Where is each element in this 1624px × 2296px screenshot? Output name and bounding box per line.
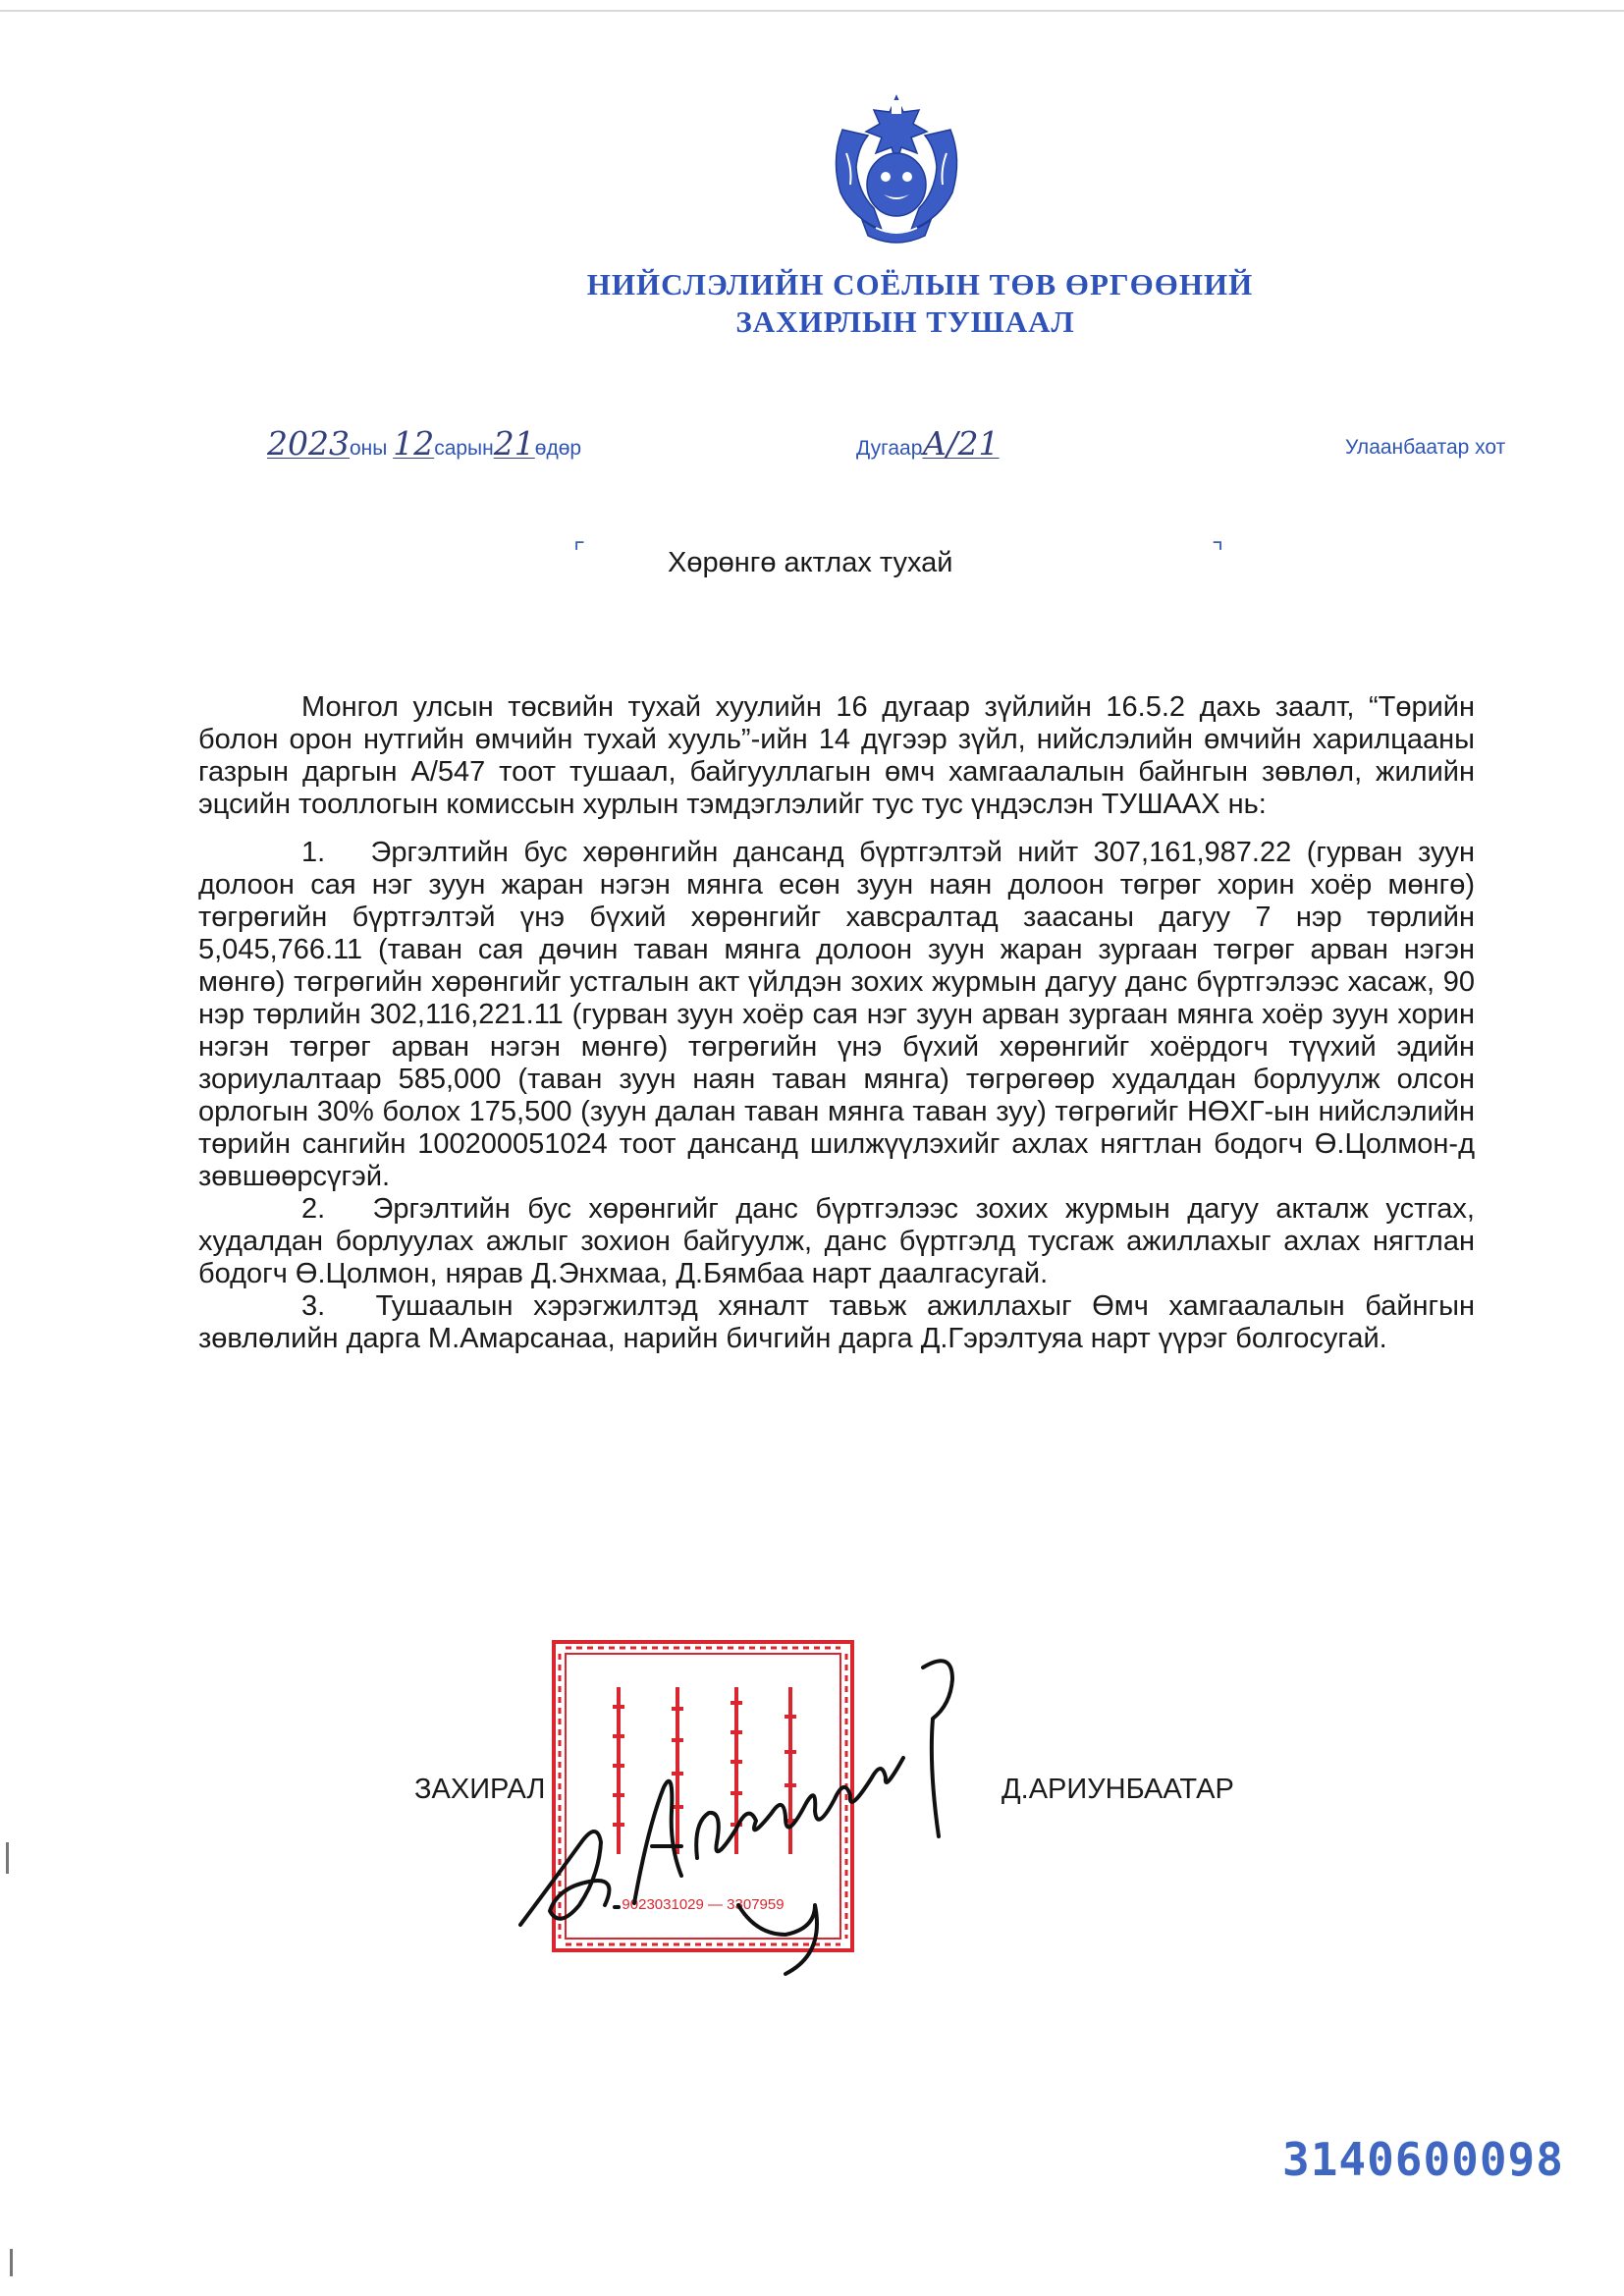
intro-paragraph: Монгол улсын төсвийн тухай хуулийн 16 дугаар зүйлийн 16.5.2 дахь заалт, “Төрийн болон орон нутгийн өмчийн тухай хууль”-ийн 14 дүгээр зүйл, нийслэлийн өмчийн харилцааны газрын даргын А/547 тоот тушаал, байгууллагын өмч хамгаалалын байнгын зөвлөл, жилийн эцсийн тооллогын комиссын хурлын тэмдэглэлийг тус тус үндэслэн ТУШААХ нь: [198,691,1475,820]
list-item [198,1290,1475,1355]
order-number-field [856,424,1000,463]
year-suffix: оны [349,437,388,460]
title-corner-left-icon: ⌜ [573,538,586,568]
day-handwritten: 21 [493,424,535,463]
signer-name: Д.АРИУНБААТАР [1001,1774,1234,1805]
number-handwritten: А/21 [922,424,1000,463]
title-corner-right-icon: ⌝ [1212,538,1224,568]
registration-number: 3140600098 [1282,2133,1564,2186]
scan-speck [10,2249,13,2276]
handwritten-signature [491,1611,1001,1994]
year-handwritten: 2023 [267,424,350,463]
date-field [267,424,581,463]
item-text: Эргэлтийн бус хөрөнгийн дансанд бүртгэлтэй нийт 307,161,987.22 (гурван зуун долоон сая нэг зуун жаран нэгэн мянга есөн зуун наян долоон төгрөг хорин хоёр мөнгө) төгрөгийн бүртгэлтэй үнэ бүхий хөрөнгийг хавсралтад заасаны дагуу 7 нэр төрлийн 5,045,766.11 (таван сая дөчин таван мянга долоон зуун жаран зургаан төгрөг арван нэгэн мөнгө) төгрөгийн хөрөнгийг устгалын акт үйлдэн зохих журмын дагуу данс бүртгэлээс хасаж, 90 нэр төрлийн 302,116,221.11 (гурван зуун хоёр сая нэг зуун арван зургаан мянга хоёр зуун хорин нэгэн төгрөг арван нэгэн мөнгө) төгрөгийн үнэ бүхий хөрөнгийг хоёрдогч түүхий эдийн зориулалтаар 585,000 (таван зуун наян таван мянга) төгрөгөөр худалдан борлуулж олсон орлогын 30% болох 175,500 (зуун далан таван мянга таван зуу) төгрөгийг НӨХГ-ын нийслэлийн төрийн сангийн 100200051024 тоот дансанд шилжүүлэхийг ахлах нягтлан бодогч Ө.Цолмон-д зөвшөөрсүгэй. [198,837,1475,1192]
document-title: Хөрөнгө актлах тухай [668,547,953,578]
month-suffix: сарын [434,437,494,460]
org-title-line2: ЗАХИРЛЫН ТУШААЛ [735,304,1075,339]
top-rule [0,10,1624,12]
list-item [198,837,1475,1193]
item-text: Тушаалын хэрэгжилтэд хяналт тавьж ажиллахыг Өмч хамгаалалын байнгын зөвлөлийн дарга М.Амарсанаа, нарийн бичгийн дарга Д.Гэрэлтуяа нарт үүрэг болгосугай. [198,1290,1475,1354]
state-emblem-icon [823,90,970,247]
month-handwritten: 12 [393,424,435,463]
scan-speck [6,1842,9,1874]
day-suffix: өдөр [534,437,582,460]
item-number: 1. [301,837,326,868]
city-label: Улаанбаатар хот [1345,436,1506,459]
org-title-line1: НИЙСЛЭЛИЙН СОЁЛЫН ТӨВ ӨРГӨӨНИЙ [586,267,1254,301]
document-body [198,691,1475,1355]
item-number: 2. [301,1193,326,1225]
item-number: 3. [301,1290,326,1322]
stamp-number: 9023031029 — 3307959 [622,1896,785,1913]
item-text: Эргэлтийн бус хөрөнгийг данс бүртгэлээс зохих журмын дагуу акталж устгах, худалдан борлуулах ажлыг зохион байгуулж, данс бүртгэлд тусгаж ажиллахыг ахлах нягтлан бодогч Ө.Цолмон, нярав Д.Энхмаа, Д.Бямбаа нарт даалгасугай. [198,1193,1475,1289]
signer-position: ЗАХИРАЛ [414,1774,546,1805]
list-item [198,1193,1475,1290]
number-label: Дугаар [856,437,923,460]
